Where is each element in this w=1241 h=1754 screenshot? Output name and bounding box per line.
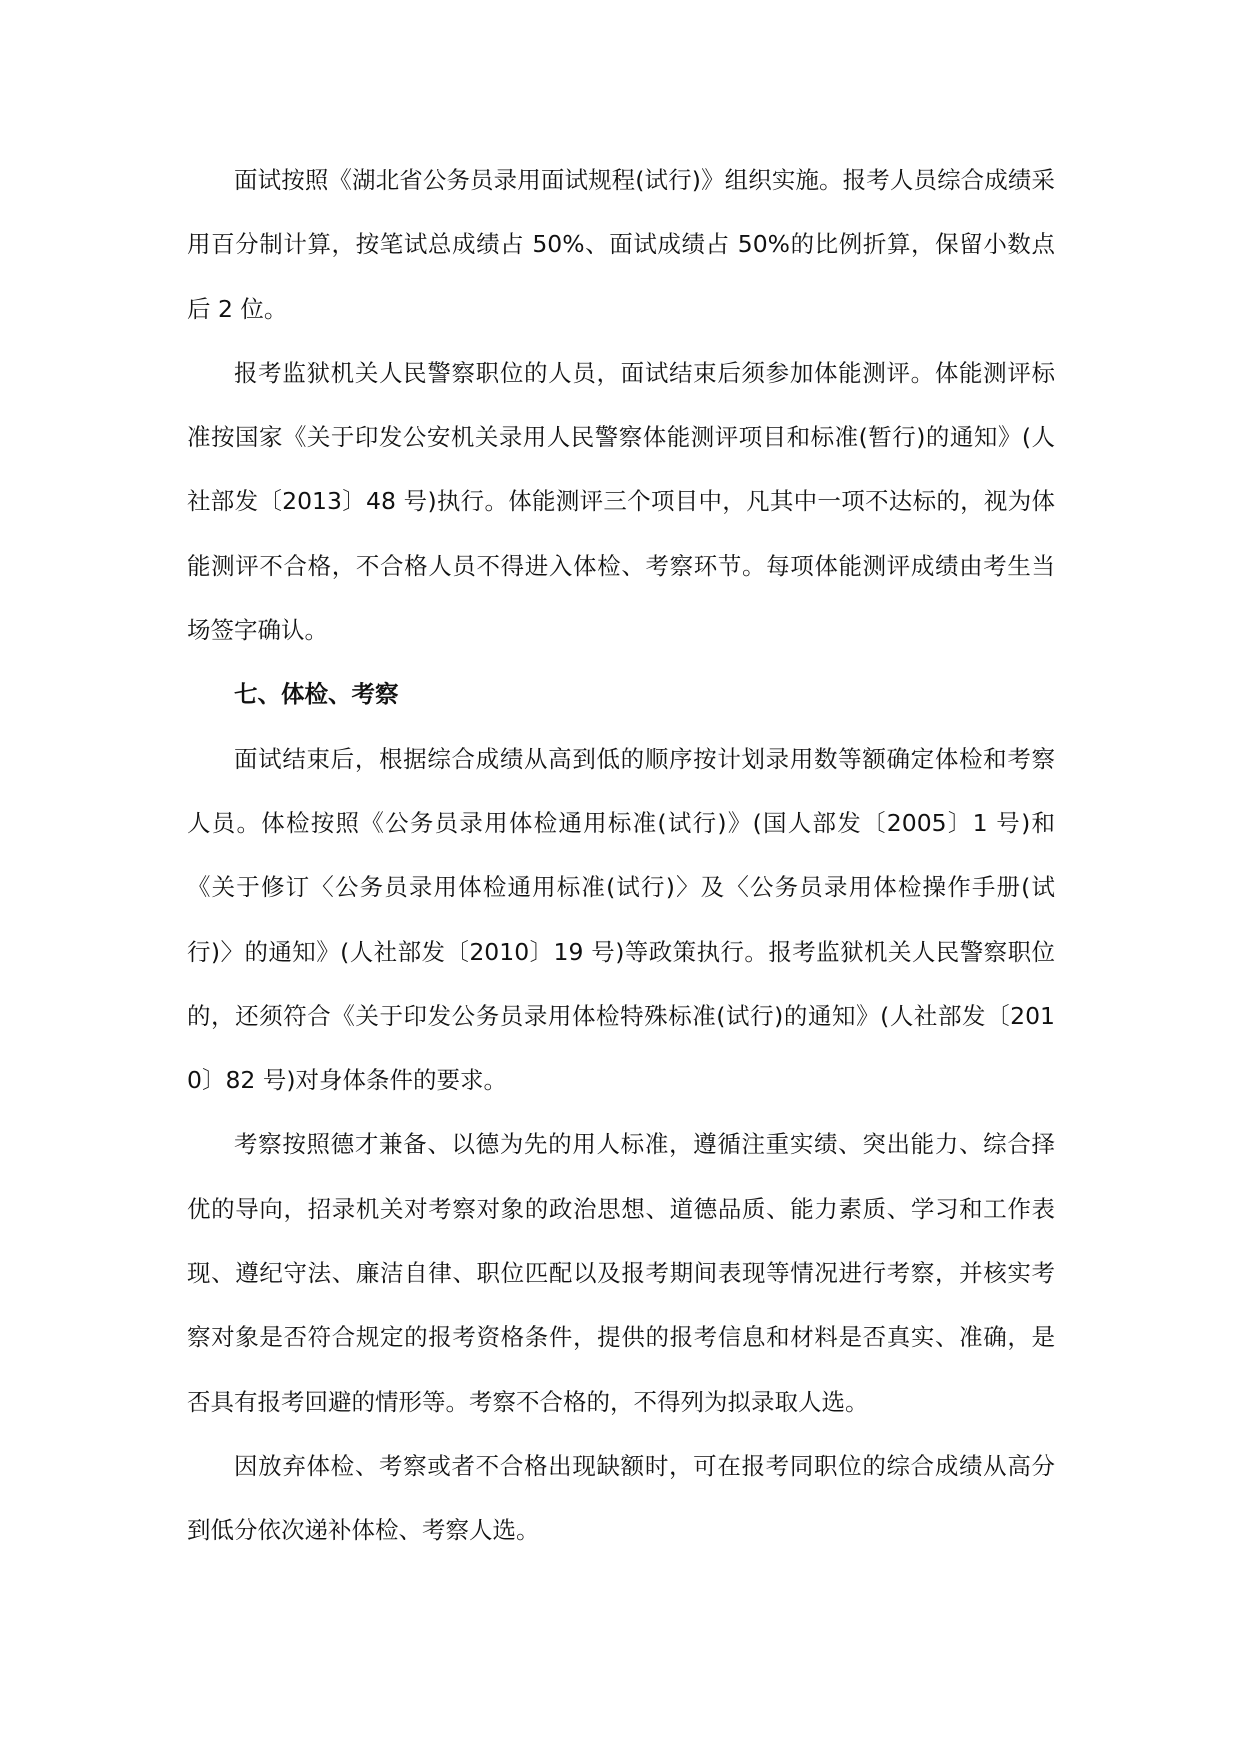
paragraph-physical-fitness-test: 报考监狱机关人民警察职位的人员，面试结束后须参加体能测评。体能测评标准按国家《关于印发公安机关录用人民警察体能测评项目和标准(暂行)的通知》(人社部发〔2013〕48 号)执行。体能测评三个项目中，凡其中一项不达标的，视为体能测评不合格，不合格人员不得进入体检、考察环节。每项体能测评成绩由考生当场签字确认。 bbox=[187, 358, 1055, 645]
document-body bbox=[187, 148, 1055, 1563]
paragraph-vacancy-replacement: 因放弃体检、考察或者不合格出现缺额时，可在报考同职位的综合成绩从高分到低分依次递补体检、考察人选。 bbox=[187, 1451, 1055, 1545]
paragraph-medical-exam: 面试结束后，根据综合成绩从高到低的顺序按计划录用数等额确定体检和考察人员。体检按照《公务员录用体检通用标准(试行)》(国人部发〔2005〕1 号)和《关于修订〈公务员录用体检通用标准(试行)〉及〈公务员录用体检操作手册(试行)〉的通知》(人社部发〔2010〕19 号)等政策执行。报考监狱机关人民警察职位的，还须符合《关于印发公务员录用体检特殊标准(试行)的通知》(人社部发〔2010〕82 号)对身体条件的要求。 bbox=[187, 744, 1055, 1095]
paragraph-inspection: 考察按照德才兼备、以德为先的用人标准，遵循注重实绩、突出能力、综合择优的导向，招录机关对考察对象的政治思想、道德品质、能力素质、学习和工作表现、遵纪守法、廉洁自律、职位匹配以及报考期间表现等情况进行考察，并核实考察对象是否符合规定的报考资格条件，提供的报考信息和材料是否真实、准确，是否具有报考回避的情形等。考察不合格的，不得列为拟录取人选。 bbox=[187, 1130, 1055, 1416]
paragraph-interview-procedure: 面试按照《湖北省公务员录用面试规程(试行)》组织实施。报考人员综合成绩采用百分制计算，按笔试总成绩占 50%、面试成绩占 50%的比例折算，保留小数点后 2 位。 bbox=[187, 166, 1055, 323]
section-heading-medical-exam-inspection: 七、体检、考察 bbox=[234, 680, 399, 709]
